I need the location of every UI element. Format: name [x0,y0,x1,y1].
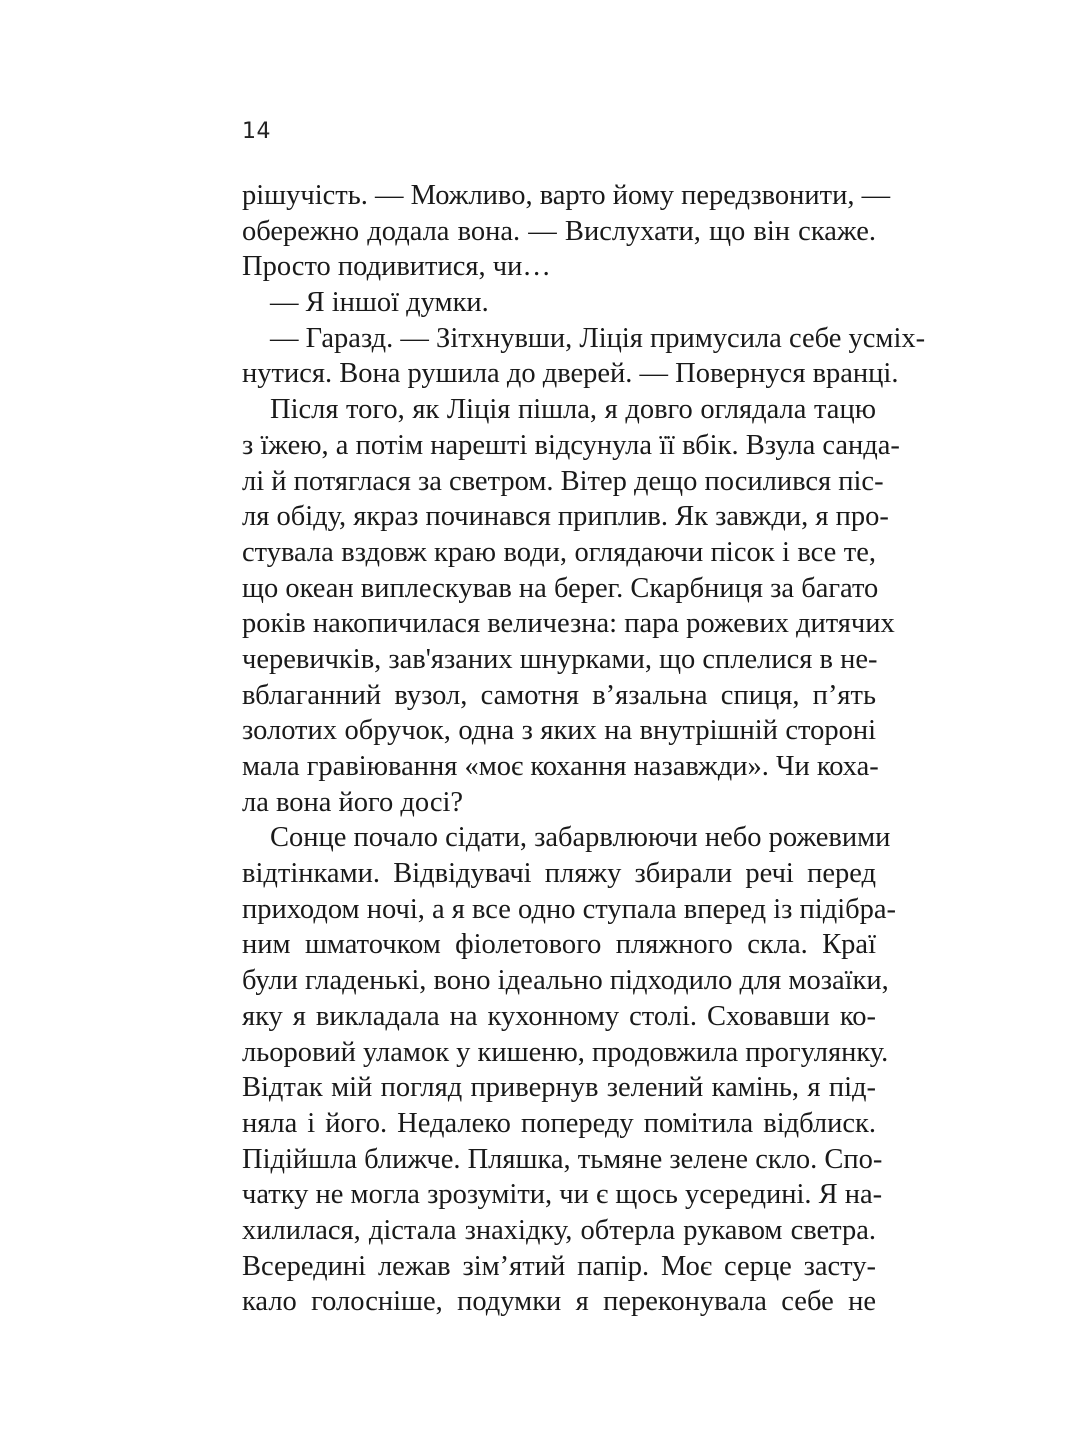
text-line: льоровий уламок у кишеню, продовжила прогулянку. [242,1036,889,1068]
text-line: Просто подивитися, чи… [242,251,551,283]
text-line: були гладенькі, воно ідеально підходило для мозаїки, [242,965,889,997]
text-line: років накопичилася величезна: пара рожевих дитячих [242,608,895,640]
text-line: ля обіду, якраз починався приплив. Як завжди, я про- [242,501,889,533]
text-line: рішучість. — Можливо, варто йому передзвонити, — [242,180,891,211]
text-line: ним шматочком фіолетового пляжного скла. Краї [242,929,876,961]
text-line: Підійшла ближче. Пляшка, тьмяне зелене скло. Спо- [242,1143,883,1175]
text-line: лі й потяглася за светром. Вітер дещо посилився піс- [242,465,884,497]
body-text [242,178,926,1320]
text-line: — Я іншої думки. [270,287,489,319]
text-line: стувала вздовж краю води, оглядаючи пісок і все те, [242,536,876,568]
text-line: — Гаразд. — Зітхнувши, Ліція примусила себе усміх- [270,322,926,354]
text-line: Після того, як Ліція пішла, я довго оглядала тацю [270,394,876,426]
text-line: хилилася, дістала знахідку, обтерла рукавом светра. [242,1214,876,1246]
text-line: нутися. Вона рушила до дверей. — Повернуся вранці. [242,358,899,390]
text-line: відтінками. Відвідувачі пляжу збирали речі перед [242,858,876,890]
text-line: кало голосніше, подумки я переконувала себе не [242,1286,876,1318]
text-line: приходом ночі, а я все одно ступала вперед із підібра- [242,893,897,925]
text-line: чатку не могла зрозуміти, чи є щось усередині. Я на- [242,1179,883,1211]
text-line: Сонце почало сідати, забарвлюючи небо рожевими [270,822,891,854]
page-number: 14 [242,119,271,144]
text-line: яку я викладала на кухонному столі. Сховавши ко- [242,1000,876,1032]
text-line: що океан виплескував на берег. Скарбниця за багато [242,572,879,604]
text-line: мала гравіювання «моє кохання назавжди». Чи коха- [242,751,879,782]
text-line: няла і його. Недалеко попереду помітила відблиск. [242,1107,876,1139]
text-line: Всередині лежав зім’ятий папір. Моє серце засту- [242,1250,876,1282]
text-line: ла вона його досі? [242,786,464,818]
text-line: золотих обручок, одна з яких на внутрішній стороні [242,715,876,747]
text-line: Відтак мій погляд привернув зелений камінь, я під- [242,1072,876,1104]
text-line: з їжею, а потім нарешті відсунула її вбік. Взула санда- [242,429,900,461]
text-line: вблаганний вузол, самотня в’язальна спиця, п’ять [242,679,876,711]
text-line: обережно додала вона. — Вислухати, що він скаже. [242,215,876,247]
text-line: черевичків, зав'язаних шнурками, що сплелися в не- [242,643,878,675]
